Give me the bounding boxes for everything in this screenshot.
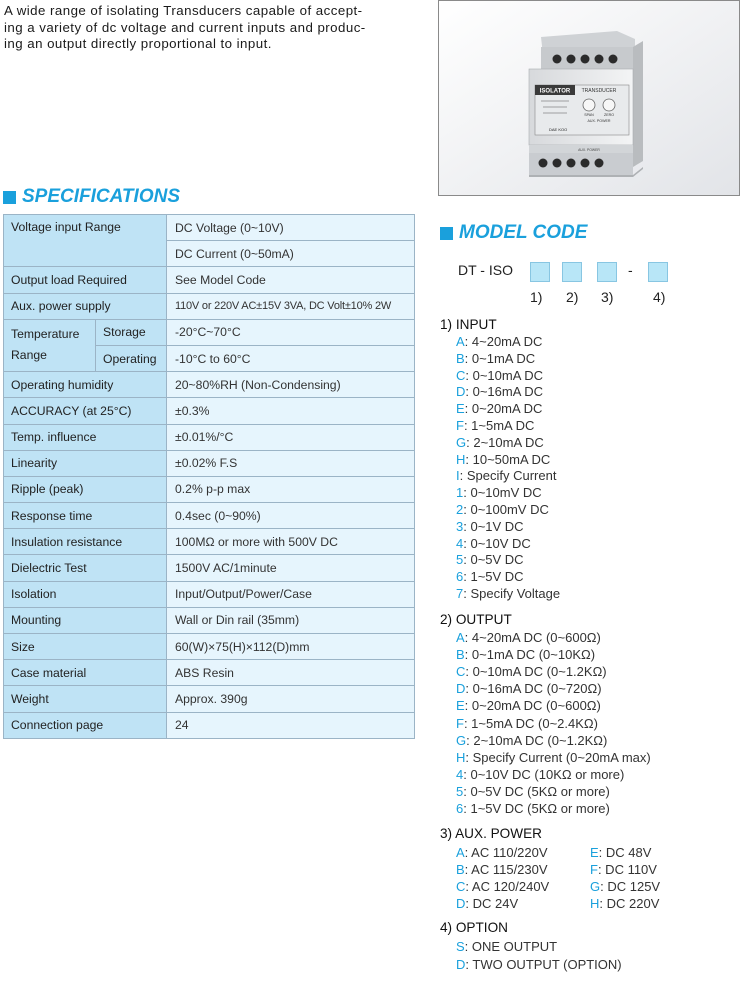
option-text: : DC 110V <box>597 862 657 877</box>
option-text: : AC 110/220V <box>464 845 548 860</box>
table-row <box>4 634 415 660</box>
product-photo <box>438 0 740 196</box>
option-key: F <box>456 418 464 433</box>
model-code-title: MODEL CODE <box>459 222 588 243</box>
option-text: : 1~5mA DC (0~2.4KΩ) <box>463 715 598 731</box>
option-text: : 0~10V DC <box>463 535 531 551</box>
option-key: G <box>590 879 601 894</box>
specifications-title: SPECIFICATIONS <box>22 186 180 207</box>
option-key: D <box>456 681 466 697</box>
input-section-title: 1) INPUT <box>440 317 497 332</box>
code-box-2 <box>562 262 582 282</box>
option-key: I <box>456 468 460 484</box>
spec-value: DC Voltage (0~10V) <box>167 215 415 241</box>
list-item <box>456 569 524 584</box>
storage-value: -20°C~70°C <box>167 319 415 345</box>
option-text: : Specify Current <box>459 468 557 484</box>
option-text: : 1~5mA DC <box>463 418 535 433</box>
option-text: : 0~10mA DC (0~1.2KΩ) <box>465 664 607 680</box>
list-item <box>456 750 651 765</box>
table-row <box>4 398 415 424</box>
list-item <box>456 418 534 433</box>
option-key: S <box>456 939 465 954</box>
heading-square-icon <box>3 191 16 204</box>
device-model-label: TRANSDUCER <box>581 88 617 94</box>
option-key: 4 <box>456 535 464 551</box>
spec-label: Isolation <box>4 581 167 607</box>
temperature-range-label <box>4 319 96 371</box>
option-text: : AC 120/240V <box>465 879 550 894</box>
option-text: : 0~10mV DC <box>463 485 542 501</box>
spec-value: 20~80%RH (Non-Condensing) <box>167 372 415 398</box>
list-item <box>590 845 651 860</box>
heading-square-icon <box>440 227 453 240</box>
table-row <box>4 424 415 450</box>
list-item <box>456 452 550 467</box>
spec-label: Mounting <box>4 607 167 633</box>
list-item <box>456 647 595 662</box>
position-label: 2) <box>566 289 579 305</box>
option-key: 5 <box>456 552 464 568</box>
spec-label: Ripple (peak) <box>4 476 167 502</box>
option-section-title: 4) OPTION <box>440 920 508 935</box>
spec-value: 60(W)×75(H)×112(D)mm <box>167 634 415 660</box>
option-text: : 4~20mA DC <box>464 334 543 349</box>
list-item <box>456 767 624 782</box>
table-row <box>4 476 415 502</box>
option-key: A <box>456 845 465 860</box>
option-key: H <box>456 749 466 765</box>
option-key: G <box>456 732 467 748</box>
table-row <box>4 319 415 345</box>
spec-label: Weight <box>4 686 167 712</box>
list-item <box>456 351 535 366</box>
list-item <box>456 896 518 911</box>
list-item <box>456 368 543 383</box>
spec-value: ABS Resin <box>167 660 415 686</box>
table-row <box>4 686 415 712</box>
list-item <box>590 862 657 877</box>
option-text: : 4~20mA DC (0~600Ω) <box>464 630 601 645</box>
option-text: : 0~1mA DC (0~10KΩ) <box>464 647 596 663</box>
list-item <box>456 664 607 679</box>
spec-value: ±0.3% <box>167 398 415 424</box>
option-text: : 0~10mA DC <box>465 367 544 383</box>
spec-label: Output load Required <box>4 267 167 293</box>
spec-label: Linearity <box>4 450 167 476</box>
list-item <box>456 401 542 416</box>
option-key: D <box>456 957 466 972</box>
spec-label: Aux. power supply <box>4 293 167 319</box>
table-row <box>4 607 415 633</box>
option-key: E <box>456 698 465 714</box>
list-item <box>456 845 548 860</box>
list-item <box>456 862 548 877</box>
table-row <box>4 555 415 581</box>
option-key: 7 <box>456 586 464 601</box>
option-key: 2 <box>456 502 464 517</box>
option-text: : DC 220V <box>599 896 660 911</box>
spec-label: Connection page <box>4 712 167 738</box>
aux-power-section-title: 3) AUX. POWER <box>440 826 542 841</box>
list-item <box>456 536 531 551</box>
list-item <box>456 485 542 500</box>
option-text: : 0~10V DC (10KΩ or more) <box>463 766 625 782</box>
table-row <box>4 503 415 529</box>
spec-value: 1500V AC/1minute <box>167 555 415 581</box>
list-item <box>456 716 598 731</box>
option-key: D <box>456 896 466 911</box>
model-code-prefix: DT - ISO <box>458 262 513 278</box>
list-item <box>456 939 557 954</box>
option-key: B <box>456 647 465 663</box>
model-code-heading <box>440 222 587 244</box>
spec-value: ±0.02% F.S <box>167 450 415 476</box>
option-text: : 0~5V DC (5KΩ or more) <box>463 783 610 799</box>
option-text: : DC 125V <box>600 879 661 894</box>
option-key: H <box>590 896 600 911</box>
position-label: 3) <box>601 289 614 305</box>
option-key: 3 <box>456 518 464 534</box>
list-item <box>456 698 601 713</box>
option-key: A <box>456 630 465 645</box>
list-item <box>456 957 622 972</box>
bottom-label: AUX. POWER <box>578 148 600 152</box>
option-text: : AC 115/230V <box>464 862 548 877</box>
list-item <box>456 435 544 450</box>
option-text: : 0~20mA DC (0~600Ω) <box>464 698 601 714</box>
intro-line: ing an output directly proportional to input. <box>4 36 272 51</box>
spec-label: Operating humidity <box>4 372 167 398</box>
intro-line: A wide range of isolating Transducers capable of accept- <box>4 3 363 18</box>
temperature-label-line: Temperature <box>11 327 80 342</box>
option-text: : 2~10mA DC (0~1.2KΩ) <box>466 732 608 748</box>
intro-paragraph <box>4 3 414 53</box>
option-text: : DC 24V <box>465 896 519 911</box>
span-label: SPAN <box>584 113 594 117</box>
storage-label: Storage <box>96 319 167 345</box>
operating-value: -10°C to 60°C <box>167 345 415 371</box>
spec-value: ±0.01%/°C <box>167 424 415 450</box>
option-text: : 2~10mA DC <box>466 434 544 450</box>
spec-value: 110V or 220V AC±15V 3VA, DC Volt±10% 2W <box>167 293 415 319</box>
aux-power-label: AUX. POWER <box>587 119 611 123</box>
list-item <box>590 896 659 911</box>
model-code-dash: - <box>628 262 633 278</box>
spec-value: 0.4sec (0~90%) <box>167 503 415 529</box>
option-key: C <box>456 664 466 680</box>
list-item <box>456 733 607 748</box>
table-row <box>4 372 415 398</box>
option-key: G <box>456 434 467 450</box>
list-item <box>456 801 610 816</box>
option-text: : 1~5V DC (5KΩ or more) <box>463 801 610 816</box>
code-box-4 <box>648 262 668 282</box>
option-key: B <box>456 350 465 366</box>
device-label: ISOLATOR <box>539 88 571 95</box>
option-text: : 10~50mA DC <box>465 451 551 467</box>
option-key: C <box>456 879 466 894</box>
isolator-device-illustration <box>439 1 739 195</box>
spec-value: DC Current (0~50mA) <box>167 241 415 267</box>
option-key: E <box>590 845 599 860</box>
operating-label: Operating <box>96 345 167 371</box>
spec-label: Response time <box>4 503 167 529</box>
option-text: : TWO OUTPUT (OPTION) <box>465 957 622 972</box>
list-item <box>590 879 660 894</box>
spec-label: ACCURACY (at 25°C) <box>4 398 167 424</box>
spec-label: Dielectric Test <box>4 555 167 581</box>
specifications-heading <box>3 186 180 208</box>
spec-value: 24 <box>167 712 415 738</box>
code-box-1 <box>530 262 550 282</box>
spec-label: Temp. influence <box>4 424 167 450</box>
option-key: 1 <box>456 485 464 501</box>
table-row <box>4 712 415 738</box>
list-item <box>456 586 560 601</box>
option-text: : 0~16mA DC <box>465 384 544 400</box>
spec-label: Size <box>4 634 167 660</box>
option-key: 5 <box>456 783 464 799</box>
option-key: F <box>590 862 598 877</box>
table-row <box>4 450 415 476</box>
list-item <box>456 334 542 349</box>
option-key: 6 <box>456 569 464 585</box>
option-key: C <box>456 367 466 383</box>
spec-value: Wall or Din rail (35mm) <box>167 607 415 633</box>
option-text: : 1~5V DC <box>463 569 524 585</box>
table-row <box>4 529 415 555</box>
option-key: H <box>456 451 466 467</box>
spec-value: 100MΩ or more with 500V DC <box>167 529 415 555</box>
option-text: : Specify Current (0~20mA max) <box>465 749 651 765</box>
list-item <box>456 681 602 696</box>
list-item <box>456 879 549 894</box>
table-row <box>4 660 415 686</box>
specifications-table <box>3 214 415 739</box>
output-section-title: 2) OUTPUT <box>440 612 512 627</box>
temperature-label-line: Range <box>11 348 47 363</box>
option-text: : ONE OUTPUT <box>464 939 558 954</box>
option-key: D <box>456 384 466 400</box>
table-row <box>4 267 415 293</box>
spec-label: Voltage input Range <box>4 215 167 267</box>
spec-value: See Model Code <box>167 267 415 293</box>
option-text: : DC 48V <box>598 845 652 860</box>
list-item <box>456 784 610 799</box>
spec-value: 0.2% p-p max <box>167 476 415 502</box>
intro-line: ing a variety of dc voltage and current inputs and produc- <box>4 19 366 35</box>
table-row <box>4 293 415 319</box>
position-label: 1) <box>530 289 543 305</box>
option-text: : 0~1mA DC <box>464 350 536 366</box>
option-key: E <box>456 401 465 417</box>
list-item <box>456 384 543 399</box>
option-text: : 0~16mA DC (0~720Ω) <box>465 681 602 697</box>
option-text: : 0~1V DC <box>463 518 524 534</box>
option-text: : Specify Voltage <box>463 586 561 601</box>
zero-label: ZERO <box>604 113 614 117</box>
brand-label: DAE KOO <box>549 127 568 132</box>
option-text: : 0~20mA DC <box>464 401 543 417</box>
option-key: B <box>456 862 465 877</box>
list-item <box>456 468 556 483</box>
table-row <box>4 215 415 241</box>
code-box-3 <box>597 262 617 282</box>
list-item <box>456 552 524 567</box>
spec-label: Case material <box>4 660 167 686</box>
spec-value: Input/Output/Power/Case <box>167 581 415 607</box>
list-item <box>456 630 601 645</box>
list-item <box>456 519 524 534</box>
list-item <box>456 502 549 517</box>
position-label: 4) <box>653 289 666 305</box>
table-row <box>4 581 415 607</box>
spec-value: Approx. 390g <box>167 686 415 712</box>
option-key: A <box>456 334 465 349</box>
option-text: : 0~100mV DC <box>463 502 549 517</box>
spec-label: Insulation resistance <box>4 529 167 555</box>
option-key: F <box>456 715 464 731</box>
option-key: 6 <box>456 801 464 816</box>
option-text: : 0~5V DC <box>463 552 524 568</box>
option-key: 4 <box>456 766 464 782</box>
